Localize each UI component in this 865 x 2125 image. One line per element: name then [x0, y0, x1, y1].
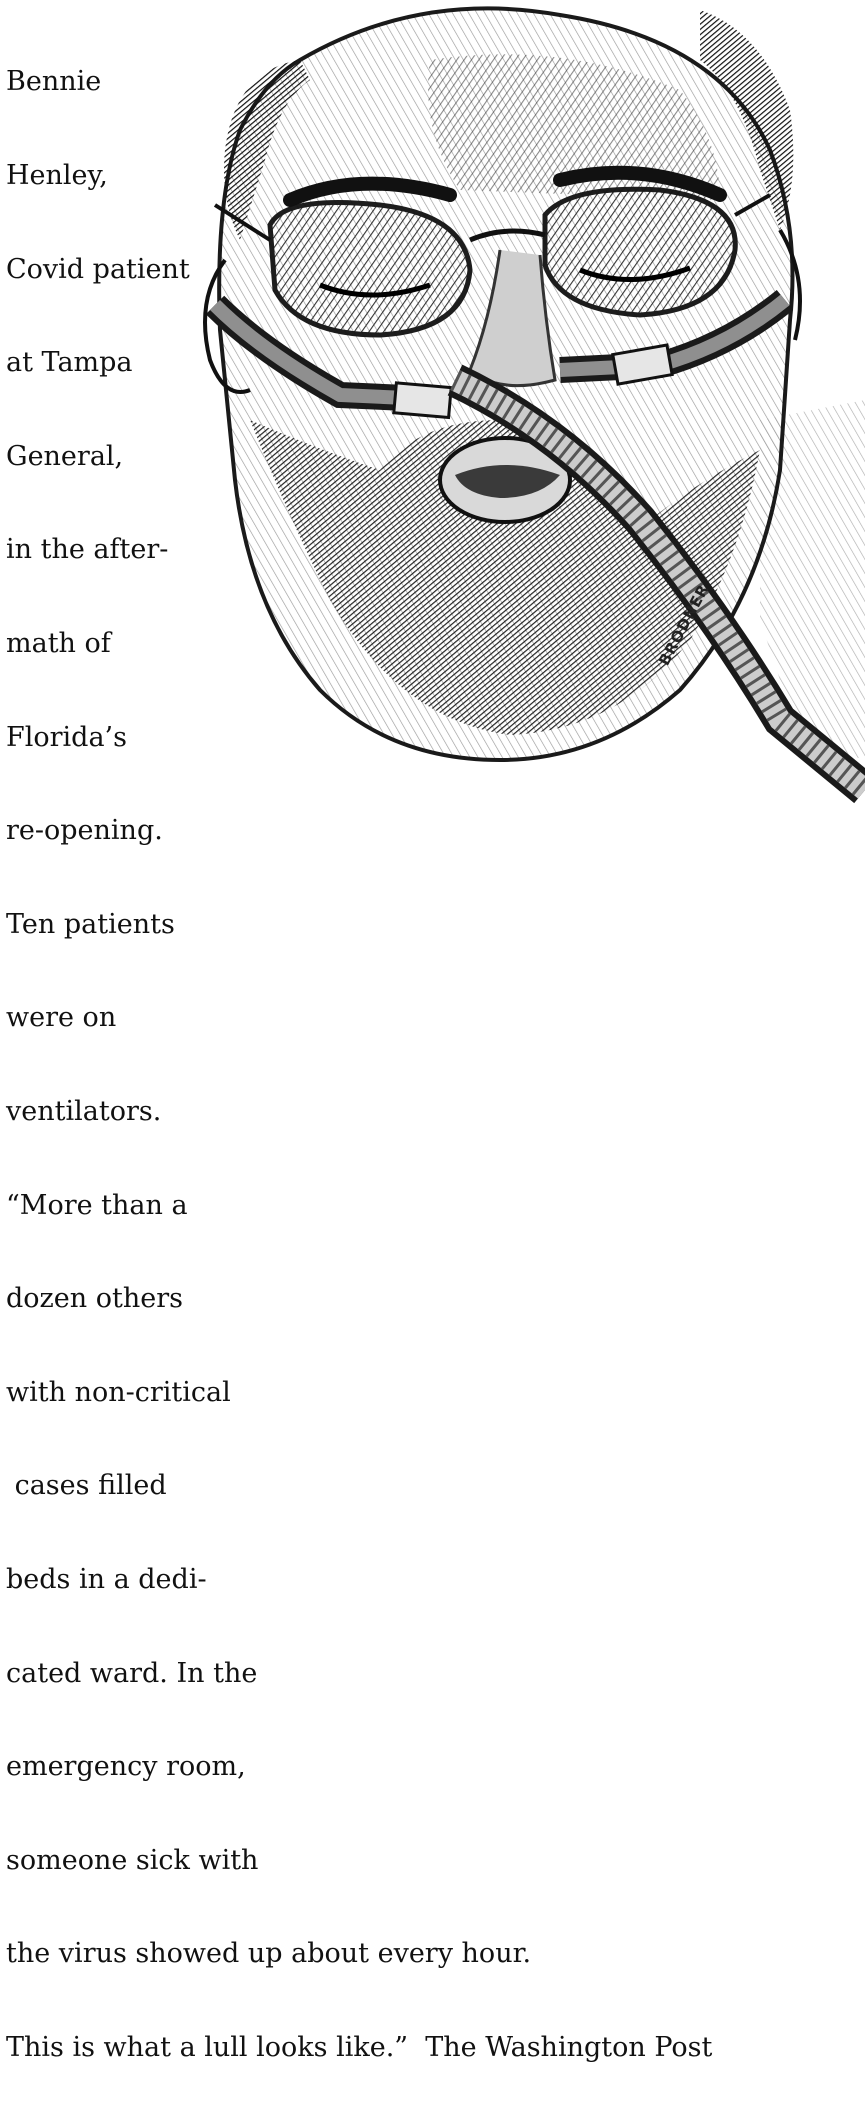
- caption-line: cases filled: [6, 1470, 167, 1502]
- caption-line: were on: [6, 1002, 117, 1034]
- caption-line: cated ward. In the: [6, 1657, 258, 1689]
- caption-text: [6, 4, 712, 2125]
- caption-line: “More than a: [6, 1189, 188, 1221]
- caption-line: beds in a dedi-: [6, 1563, 207, 1595]
- caption-line: Florida’s: [6, 721, 127, 753]
- caption-line: emergency room,: [6, 1751, 246, 1783]
- caption-line: math of: [6, 627, 111, 659]
- caption-line: with non-critical: [6, 1376, 231, 1408]
- caption-line: dozen others: [6, 1283, 183, 1315]
- caption-line: Ten patients: [6, 908, 175, 940]
- artist-signature: BRODNER: [655, 580, 713, 669]
- caption-line: Henley,: [6, 160, 108, 191]
- caption-line: ventilators.: [6, 1095, 162, 1127]
- caption-line: Covid patient: [6, 253, 190, 285]
- caption-line: the virus showed up about every hour.: [6, 1938, 532, 1970]
- caption-line: General,: [6, 440, 124, 472]
- caption-line: at Tampa: [6, 347, 133, 379]
- caption-line: re-opening.: [6, 815, 163, 847]
- caption-line: This is what a lull looks like.” The Washington Post: [6, 2031, 713, 2063]
- caption-line: someone sick with: [6, 1844, 259, 1876]
- caption-line: Bennie: [6, 66, 102, 98]
- caption-line: in the after-: [6, 534, 169, 566]
